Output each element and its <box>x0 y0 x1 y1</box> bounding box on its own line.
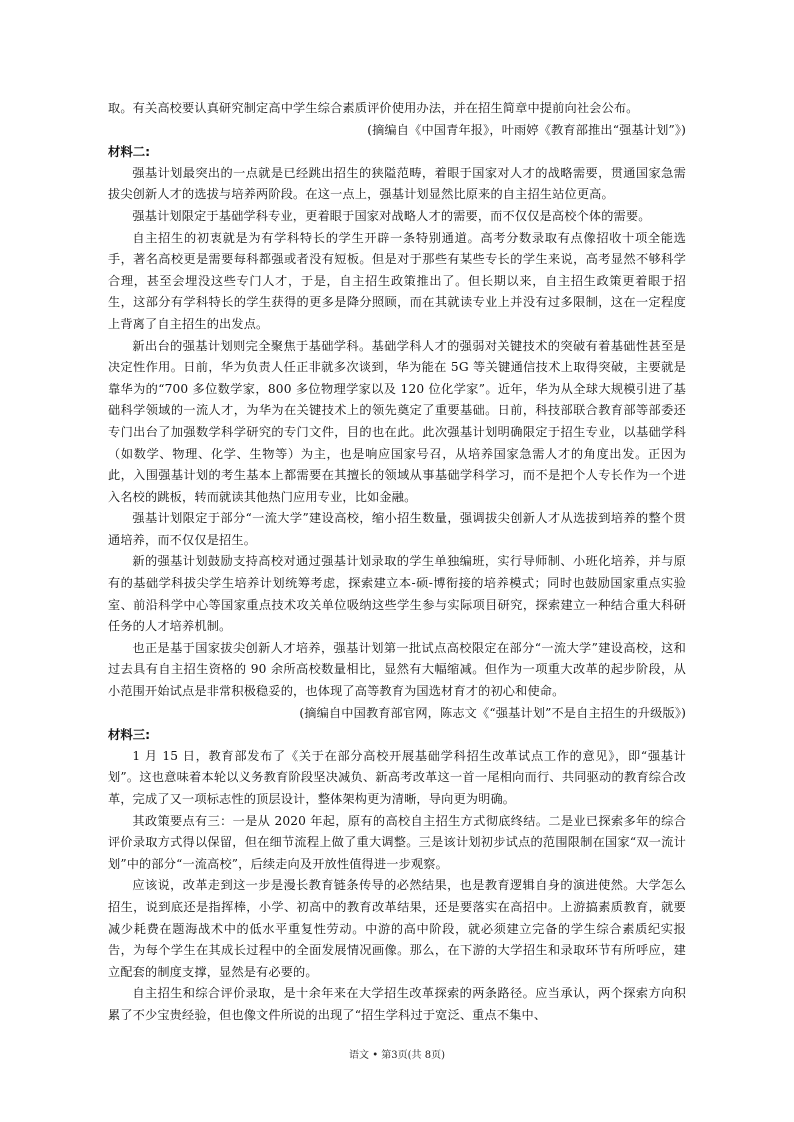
paragraph: 也正是基于国家拔尖创新人才培养，强基计划第一批试点高校限定在部分“一流大学”建设高校，这和过去具有自主招生资格的 90 余所高校数量相比，显然有大幅缩减。但作为一项重大改革的起步阶段，从小范围开始试点是非常积极稳妥的，也体现了高等教育为国选材育才的初心和使命。 <box>108 640 686 699</box>
paragraph: 强基计划最突出的一点就是已经跳出招生的狭隘范畴，着眼于国家对人才的战略需要，贯通国家急需拔尖创新人才的选拔与培养两阶段。在这一点上，强基计划显然比原来的自主招生站位更高。 <box>108 165 686 202</box>
section-heading-material-2: 材料二: <box>108 144 151 160</box>
paragraph: 强基计划限定于基础学科专业，更着眼于国家对战略人才的需要，而不仅仅是高校个体的需要。 <box>132 208 651 223</box>
paragraph: 新出台的强基计划则完全聚焦于基础学科。基础学科人才的强弱对关键技术的突破有着基础性甚至是决定性作用。日前，华为负责人任正非就多次谈到，华为能在 5G 等关键通信技术上取得突破，主要就是靠华为的“700 多位数学家，800 多位物理学家以及 120 位化学家”。近年，华为从全球大规模引进了基础科学领域的一流人才，为华为在关键技术上的领先奠定了重要基础。日前，科技部联合教育部等部委还专门出台了加强数学科学研究的专门文件，目的也在此。此次强基计划明确限定于招生专业，以基础学科（如数学、物理、化学、生物等）为主，也是响应国家号召，从培养国家急需人才的角度出发。正因为此，入围强基计划的考生基本上都需要在其擅长的领域从事基础学科学习，而不是把个人专长作为一个进入名校的跳板，转而就读其他热门应用专业，比如金融。 <box>108 338 686 504</box>
paragraph: 自主招生和综合评价录取，是十余年来在大学招生改革探索的两条路径。应当承认，两个探索方向积累了不少宝贵经验，但也像文件所说的出现了“招生学科过于宽泛、重点不集中、 <box>108 986 686 1022</box>
source-citation: (摘编自《中国青年报》，叶雨婷《教育部推出“强基计划”》) <box>367 122 686 137</box>
paragraph-continuation: 取。有关高校要认真研究制定高中学生综合素质评价使用办法，并在招生简章中提前向社会公布。 <box>108 101 639 115</box>
page-footer: 语文 • 第3页(共 8页) <box>349 1050 445 1061</box>
paragraph: 1 月 15 日，教育部发布了《关于在部分高校开展基础学科招生改革试点工作的意见》，即“强基计划”。这也意味着本轮以义务教育阶段坚决减负、新高考改革这一首一尾相向而行、共同驱动的教育综合改革，完成了又一项标志性的顶层设计，整体架构更为清晰，导向更为明确。 <box>108 748 686 806</box>
section-heading-material-3: 材料三: <box>108 727 151 743</box>
paragraph: 自主招生的初衷就是为有学科特长的学生开辟一条特别通道。高考分数录取有点像招收十项全能选手，著名高校更是需要每科都强或者没有短板。但是对于那些有某些专长的学生来说，高考显然不够科学合理，甚至会埋没这些专门人才，于是，自主招生政策推出了。但长期以来，自主招生政策更着眼于招生，这部分有学科特长的学生获得的更多是降分照顾，而在其就读专业上并没有过多限制，这在一定程度上背离了自主招生的出发点。 <box>108 230 686 331</box>
paragraph: 其政策要点有三：一是从 2020 年起，原有的高校自主招生方式彻底终结。二是业已探索多年的综合评价录取方式得以保留，但在细节流程上做了重大调整。三是该计划初步试点的范围限制在国家“双一流计划”中的部分“一流高校”，后续走向及开放性值得进一步观察。 <box>108 813 686 871</box>
document-page <box>108 98 686 1027</box>
paragraph: 应该说，改革走到这一步是漫长教育链条传导的必然结果，也是教育逻辑自身的演进使然。大学怎么招生，说到底还是指挥棒，小学、初高中的教育改革结果，还是要落实在高招中。上游搞素质教育，就要减少耗费在题海战术中的低水平重复性劳动。中游的高中阶段，就必须建立完备的学生综合素质纪实报告，为每个学生在其成长过程中的全面发展情况画像。那么，在下游的大学招生和录取环节有所呼应，建立配套的制度支撑，显然是有必要的。 <box>108 878 686 979</box>
source-citation: (摘编自中国教育部官网，陈志文《“强基计划”不是自主招生的升级版》) <box>299 705 686 720</box>
paragraph: 强基计划限定于部分“一流大学”建设高校，缩小招生数量，强调拔尖创新人才从选拔到培养的整个贯通培养，而不仅仅是招生。 <box>108 511 686 547</box>
paragraph: 新的强基计划鼓励支持高校对通过强基计划录取的学生单独编班，实行导师制、小班化培养，并与原有的基础学科拔尖学生培养计划统筹考虑，探索建立本-硕-博衔接的培养模式；同时也鼓励国家重点实验室、前沿科学中心等国家重点技术攻关单位吸纳这些学生参与实际项目研究，探索建立一种结合重大科研任务的人才培养机制。 <box>108 554 686 634</box>
